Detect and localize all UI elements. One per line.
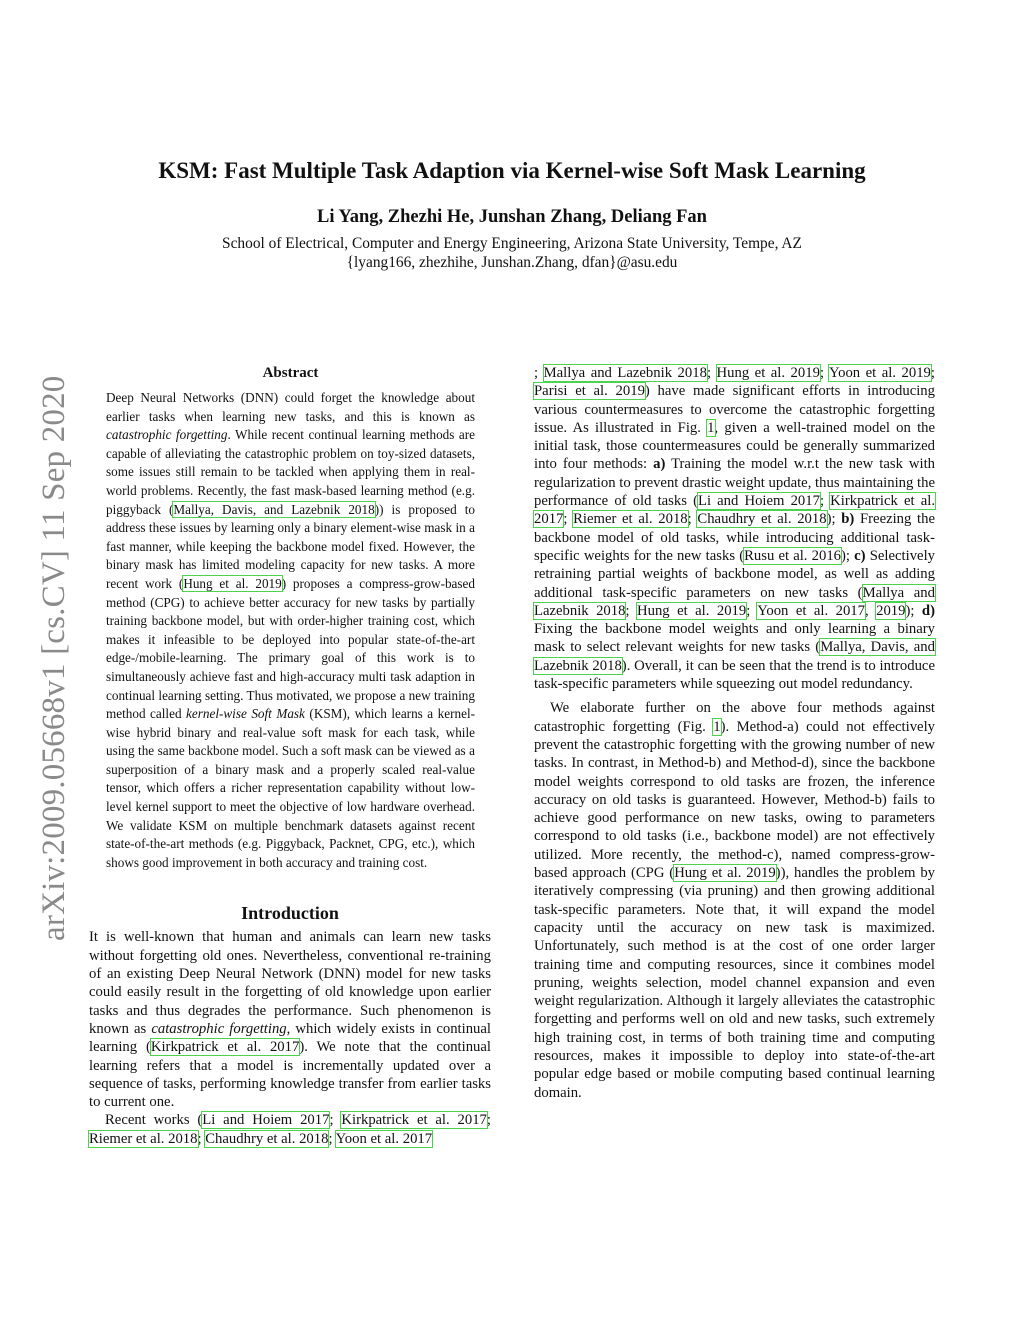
citation-link[interactable]: 1 [707, 419, 715, 436]
text-run: Recent works ( [105, 1112, 203, 1129]
citation-link[interactable]: Yoon et al. 2017 [335, 1130, 433, 1147]
text-run: . While recent continual learning methods are capable of alleviating the catastrophic problem on toy-sized datasets, some issues still remain to be tackled when applying them in real-world problems. Recently, the fast mask-based learning method (e.g. piggyback ( [106, 427, 475, 517]
method-label: b) [841, 511, 855, 528]
text-run: Deep Neural Networks (DNN) could forget the knowledge about earlier tasks when learning new tasks, and this is known as [106, 390, 475, 424]
text-run: )) is proposed to address these issues by learning only a binary element-wise mask in a fast manner, while keeping the backbone model fixed. However, the binary mask has limited modeling capacity for new tasks. A more recent work ( [106, 501, 476, 591]
affiliation-block [0, 234, 1024, 272]
left-column [89, 364, 491, 1148]
citation-link[interactable]: Kirkpatrick et al. 2017 [341, 1112, 487, 1129]
intro-paragraph-2-continued [534, 364, 935, 693]
emphasis-text: catastrophic forgetting [106, 427, 228, 443]
citation-link[interactable]: Hung et al. 2019 [716, 365, 820, 381]
citation-link[interactable]: Riemer et al. 2018 [573, 511, 688, 528]
text-run: ); [841, 547, 855, 564]
citation-link[interactable]: Yoon et al. 2019 [828, 365, 931, 381]
text-run: , which widely exists in continual learning ( [89, 1020, 491, 1056]
text-run: ; [563, 511, 574, 528]
citation-link[interactable]: Rusu et al. 2016 [744, 547, 842, 564]
citation-link[interactable]: Li and Hoiem 2017 [697, 493, 820, 510]
citation-link[interactable]: Chaudhry et al. 2018 [697, 511, 827, 528]
citation-link[interactable]: Mallya, Davis, and Lazebnik 2018 [534, 639, 935, 674]
intro-paragraph-1 [89, 928, 491, 1111]
text-run: We elaborate further on the above four methods against catastrophic forgetting (Fig. [534, 700, 935, 735]
text-run: ); [826, 511, 842, 528]
text-run: ); [905, 602, 922, 619]
text-run: ; [486, 1112, 491, 1129]
citation-link[interactable]: Hung et al. 2019 [674, 865, 776, 882]
text-run: , [864, 602, 877, 619]
text-run: ; [819, 365, 829, 381]
text-run: ; [687, 511, 698, 528]
method-label: d) [921, 602, 935, 619]
text-run: ; [197, 1130, 206, 1147]
text-run: )), handles the problem by iteratively compressing (via pruning) and then growing additional task-specific parameters. Note that, it will expand the model capacity until the accuracy on new task is maximized. Unfortunately, such method is at the cost of one order larger training time and computing resources, since it combines model pruning, weights selection, model channel expansion and even weight regularization. Although it largely alleviates the catastrophic forgetting and performs well on old and new tasks, such extremely high training cost, in terms of both training time and computing resources, makes it impossible to deploy into state-of-the-art popular edge based or mobile computing based continual learning domain. [534, 865, 936, 1101]
text-run: ; [819, 493, 831, 510]
paper-title: KSM: Fast Multiple Task Adaption via Kernel-wise Soft Mask Learning [158, 158, 866, 183]
text-run: ; [930, 365, 935, 381]
text-run: ). We note that the continual learning refers that a model is incrementally updated over a sequence of tasks, performing knowledge transfer from earlier tasks to current one. [89, 1039, 491, 1111]
text-run: ). Method-a) could not effectively prevent the catastrophic forgetting with the growing number of new tasks. In contrast, in Method-b) and Method-d), since the backbone model weights correspond to old tasks are frozen, the inference accuracy on old tasks is guaranteed. However, Method-b) fails to achieve good performance on new tasks, owing to parameters correspond to old tasks (i.e., backbone model) are not effectively utilized. More recently, the method-c), named compress-grow-based approach (CPG ( [534, 718, 936, 882]
citation-link[interactable]: Hung et al. 2019 [183, 575, 282, 591]
introduction-heading: Introduction [241, 903, 339, 924]
emphasis-text: kernel-wise Soft Mask [186, 706, 305, 722]
text-run: , given a well-trained model on the initial task, those countermeasures could be generally summarized into four methods: [534, 419, 936, 473]
abstract-heading: Abstract [262, 365, 319, 381]
abstract-section [106, 364, 475, 872]
citation-link[interactable]: Chaudhry et al. 2018 [205, 1130, 329, 1147]
text-run: ) proposes a compress-grow-based method (CPG) to achieve better accuracy for new tasks by partially training backbone model, but with order-higher training cost, which makes it infeasible to be deployed into popular state-of-the-art edge-/mobile-learning. The primary goal of this work is to simultaneously achieve fast and high-accuracy multi task adaption in continual learning setting. Thus motivated, we propose a new training method called [106, 575, 475, 722]
citation-link[interactable]: Parisi et al. 2019 [534, 383, 645, 400]
text-run: ; [328, 1130, 336, 1147]
intro-paragraph-2-rest [534, 364, 935, 693]
text-run: It is well-known that human and animals can learn new tasks without forgetting old ones. Nevertheless, conventional re-training of an existing Deep Neural Network (DNN) model for new tasks could easily result in the forgetting of old knowledge upon earlier tasks and thus degrades the performance. Such phenomenon is known as [89, 929, 491, 1037]
text-run: ; [534, 365, 544, 381]
text-run: (KSM), which learns a kernel-wise hybrid binary and real-value soft mask for each task, while using the same backbone model. Such a soft mask can be viewed as a superposition of a binary mask and a properly scaled real-value tensor, which offers a richer representation capability without low-level kernel support to meet the objective of low hardware overhead. We validate KSM on multiple benchmark datasets against recent state-of-the-art methods (e.g. Piggyback, Packnet, CPG, etc.), which shows good improvement in both accuracy and training cost. [106, 706, 475, 870]
citation-link[interactable]: Riemer et al. 2018 [89, 1130, 198, 1147]
abstract-text [106, 389, 475, 872]
citation-link[interactable]: Kirkpatrick et al. 2017 [534, 493, 935, 528]
text-run: Selectively retraining partial weights of backbone model, as well as adding additional task-specific parameters on new tasks ( [534, 547, 935, 601]
intro-paragraph-3 [534, 699, 935, 1102]
text-run: Freezing the backbone model of old tasks, while introducing additional task-specific weights for the new tasks ( [534, 511, 935, 564]
citation-link[interactable]: Hung et al. 2019 [637, 602, 747, 619]
citation-link[interactable]: Yoon et al. 2017 [757, 602, 865, 619]
affiliation: School of Electrical, Computer and Energy Engineering, Arizona State University, Tempe, AZ [222, 235, 802, 252]
citation-link[interactable]: Mallya and Lazebnik 2018 [543, 365, 707, 381]
method-label: a) [653, 456, 666, 473]
citation-link[interactable]: Li and Hoiem 2017 [202, 1112, 330, 1129]
text-run: ; [746, 602, 758, 619]
author-list: Li Yang, Zhezhi He, Junshan Zhang, Deliang Fan [317, 207, 707, 227]
citation-link[interactable]: 2019 [876, 602, 906, 619]
text-run: ; [625, 602, 637, 619]
citation-link[interactable]: Mallya, Davis, and Lazebnik 2018 [173, 501, 375, 517]
emphasis-text: catastrophic forgetting [151, 1020, 287, 1037]
citation-link[interactable]: Kirkpatrick et al. 2017 [150, 1039, 300, 1056]
intro-paragraph-2-start [89, 1111, 491, 1148]
text-run: ). Overall, it can be seen that the trend is to introduce task-specific parameters while squeezing out model redundancy. [534, 657, 935, 693]
text-run: Fixing the backbone model weights and only learning a binary mask to select relevant weights for new tasks ( [534, 621, 935, 656]
text-run: Training the model w.r.t the new task with regularization to prevent drastic weight update, thus maintaining the performance of old tasks ( [534, 456, 936, 510]
right-column [534, 364, 935, 1102]
intro-paragraph-2 [89, 1111, 491, 1148]
citation-link[interactable]: Mallya and Lazebnik 2018 [534, 584, 935, 619]
arxiv-identifier: arXiv:2009.05668v1 [cs.CV] 11 Sep 2020 [36, 375, 72, 941]
text-run: ; [706, 365, 717, 381]
citation-link[interactable]: 1 [713, 718, 721, 735]
text-run: ; [329, 1112, 342, 1129]
text-run: ) have made significant efforts in introducing various countermeasures to overcome the catastrophic forgetting issue. As illustrated in Fig. [534, 383, 935, 436]
author-emails: {lyang166, zhezhihe, Junshan.Zhang, dfan}@asu.edu [346, 254, 678, 271]
method-label: c) [854, 547, 866, 564]
